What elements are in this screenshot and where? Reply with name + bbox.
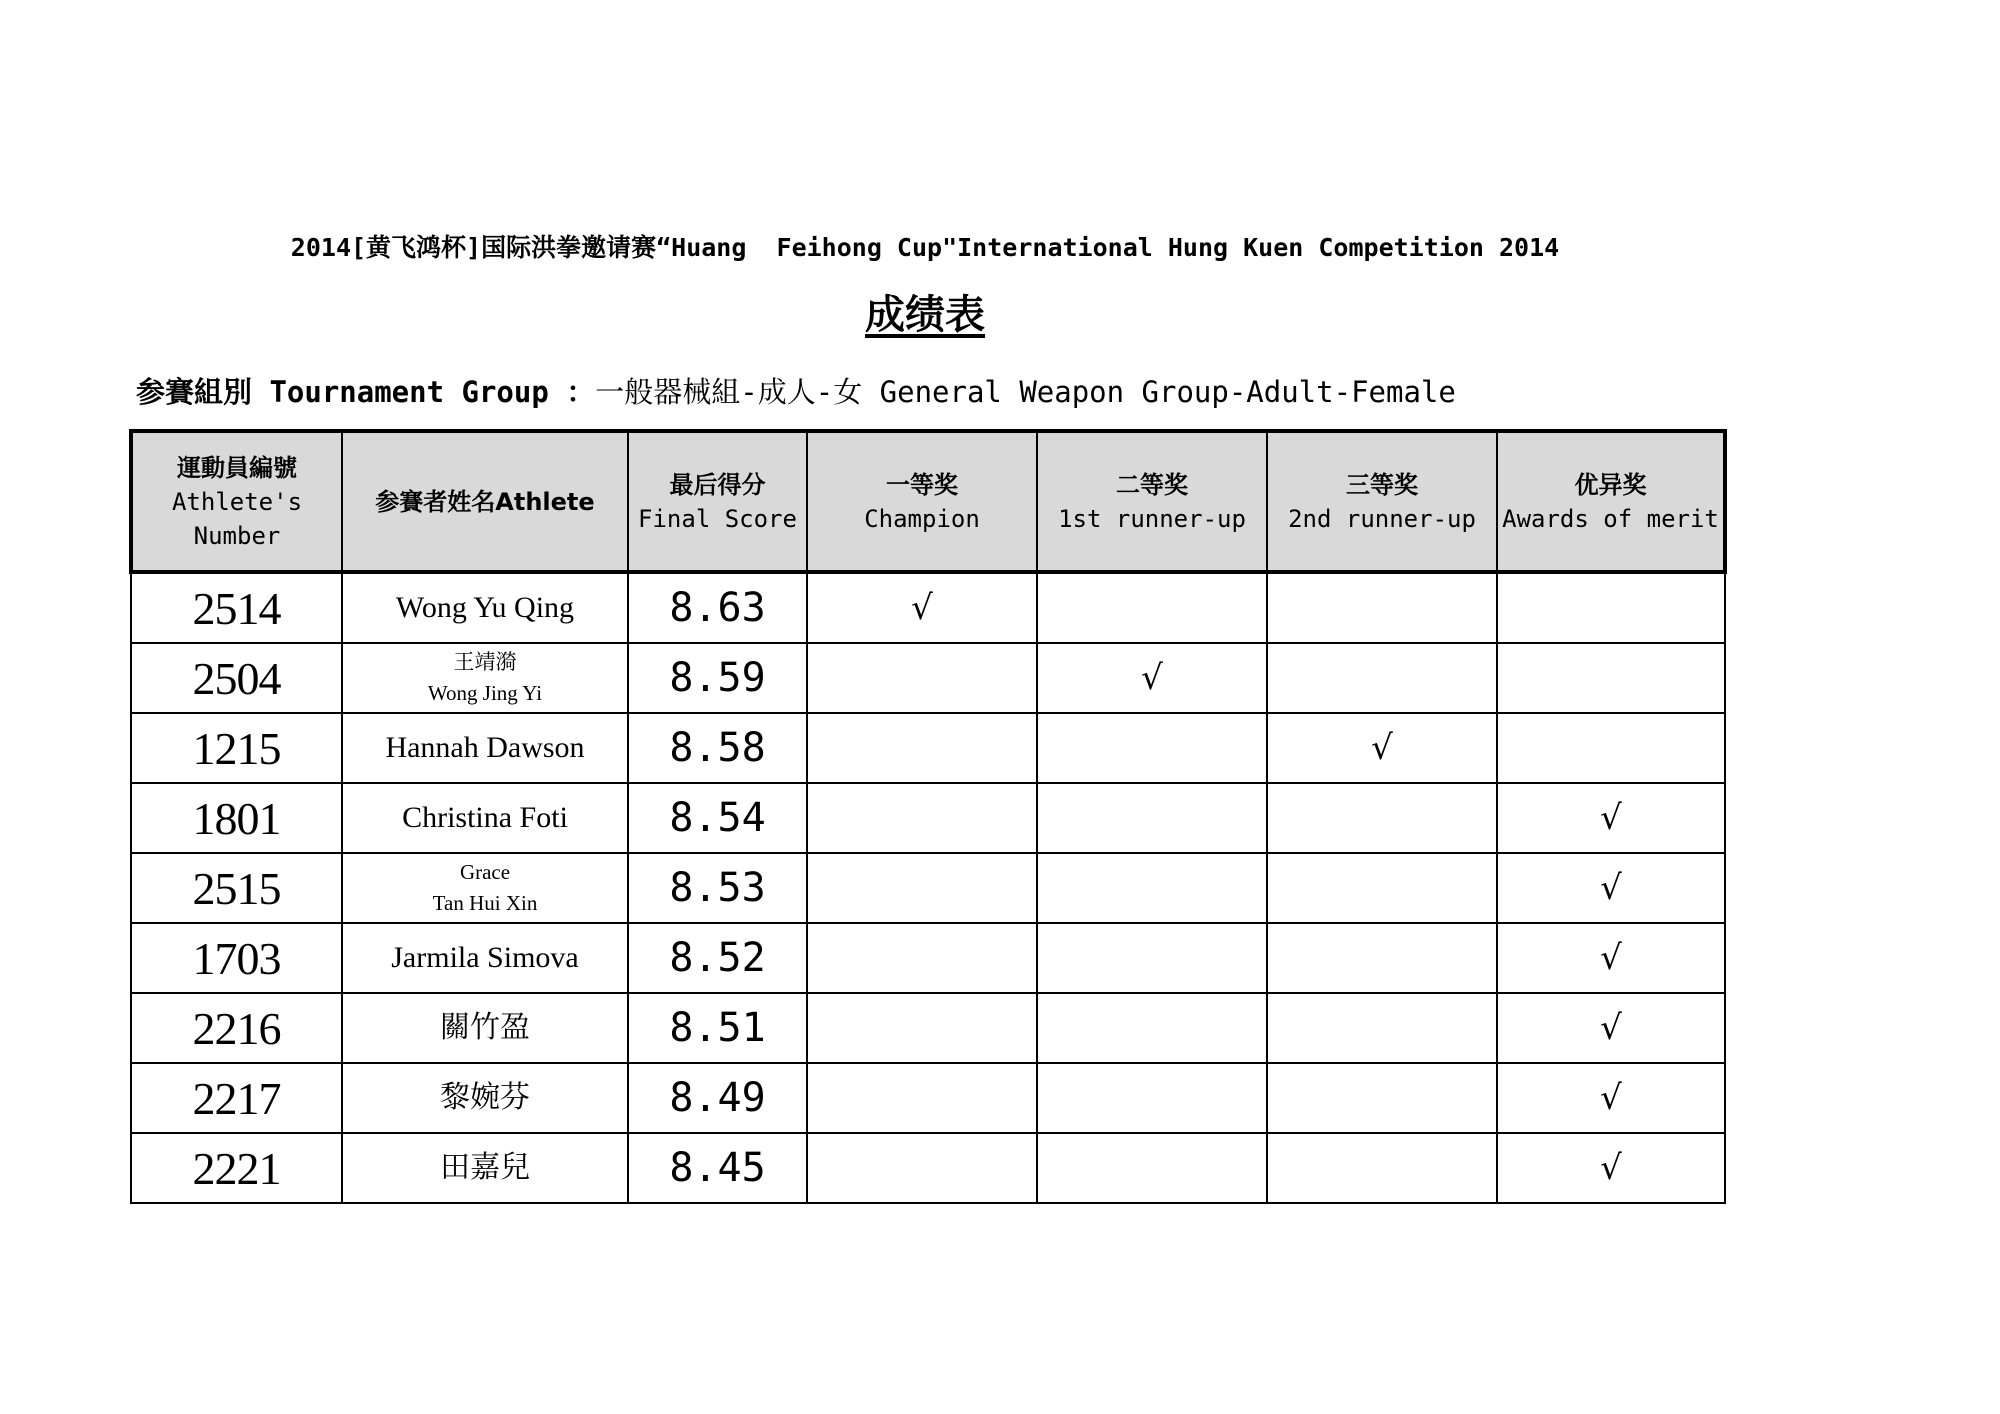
champion-cell [807,783,1037,853]
tournament-group-label: 参賽組別 Tournament Group ： [136,375,596,409]
2nd-runner-up-cell [1267,713,1497,783]
athlete-name [342,993,628,1063]
header-champion-zh: 一等奖 [886,470,958,499]
table-row [131,1063,1725,1133]
document-subtitle: 成绩表 [865,291,985,338]
merit-cell [1497,923,1725,993]
table-row [131,853,1725,923]
champion-cell [807,643,1037,713]
2nd-runner-up-cell [1267,1133,1497,1203]
header-athlete-number-en: Athlete's Number [171,487,303,550]
header-athlete-number-zh: 運動員編號 [177,453,297,482]
champion-cell [807,853,1037,923]
table-row [131,713,1725,783]
athlete-name-line: Wong Yu Qing [395,591,575,624]
2nd-runner-up-cell [1267,783,1497,853]
champion-cell [807,923,1037,993]
merit-cell [1497,1063,1725,1133]
header-2nd-runner-up [1267,431,1497,572]
final-score: 8.59 [628,643,807,713]
tournament-group-value: 一般器械組-成人-女 General Weapon Group-Adult-Female [595,375,1456,409]
table-row [131,923,1725,993]
check-mark-icon: √ [1600,1008,1622,1048]
final-score: 8.52 [628,923,807,993]
header-final-score-en: Final Score [638,504,797,533]
1st-runner-up-cell [1037,643,1267,713]
athlete-name-line: Hannah Dawson [385,731,585,764]
1st-runner-up-cell [1037,783,1267,853]
document-title: 2014[黄飞鸿杯]国际洪拳邀请赛“Huang Feihong Cup"International Hung Kuen Competition 2014 [290,233,1560,262]
merit-cell [1497,572,1725,643]
athlete-name-line: Jarmila Simova [391,941,579,974]
2nd-runner-up-cell [1267,643,1497,713]
header-2nd-runner-up-zh: 三等奖 [1346,470,1418,499]
final-score: 8.51 [628,993,807,1063]
merit-cell [1497,853,1725,923]
athlete-name-line: 黎婉芬 [440,1081,530,1114]
athlete-name [342,713,628,783]
1st-runner-up-cell [1037,853,1267,923]
table-row [131,643,1725,713]
merit-cell [1497,1133,1725,1203]
athlete-name-line: Wong Jing Yi [427,681,543,705]
1st-runner-up-cell [1037,1063,1267,1133]
athlete-number: 2221 [131,1133,342,1203]
results-table [129,429,1727,1204]
check-mark-icon: √ [911,588,933,628]
header-final-score-zh: 最后得分 [669,470,766,499]
athlete-number: 2216 [131,993,342,1063]
header-2nd-runner-up-en: 2nd runner-up [1288,504,1476,533]
1st-runner-up-cell [1037,923,1267,993]
athlete-number: 1703 [131,923,342,993]
merit-cell [1497,783,1725,853]
2nd-runner-up-cell [1267,923,1497,993]
header-1st-runner-up-zh: 二等奖 [1116,470,1188,499]
athlete-name-line: Tan Hui Xin [432,891,538,915]
2nd-runner-up-cell [1267,853,1497,923]
merit-cell [1497,713,1725,783]
header-final-score [628,431,807,572]
athlete-number: 2504 [131,643,342,713]
athlete-name-line: 王靖漪 [453,650,517,674]
champion-cell [807,993,1037,1063]
1st-runner-up-cell [1037,993,1267,1063]
athlete-name [342,1063,628,1133]
athlete-name [342,643,628,713]
champion-cell [807,1063,1037,1133]
athlete-name-line: 田嘉兒 [440,1151,530,1184]
table-row [131,572,1725,643]
table-row [131,993,1725,1063]
table-row [131,783,1725,853]
table-row [131,1133,1725,1203]
2nd-runner-up-cell [1267,572,1497,643]
final-score: 8.45 [628,1133,807,1203]
champion-cell [807,572,1037,643]
merit-cell [1497,993,1725,1063]
header-1st-runner-up [1037,431,1267,572]
header-awards-of-merit-zh: 优异奖 [1574,470,1647,499]
athlete-name [342,1133,628,1203]
champion-cell [807,713,1037,783]
1st-runner-up-cell [1037,572,1267,643]
athlete-name [342,853,628,923]
1st-runner-up-cell [1037,713,1267,783]
header-awards-of-merit-en: Awards of merit [1502,504,1719,533]
final-score: 8.54 [628,783,807,853]
check-mark-icon: √ [1141,658,1163,698]
final-score: 8.63 [628,572,807,643]
athlete-name [342,572,628,643]
athlete-number: 1215 [131,713,342,783]
athlete-number: 2217 [131,1063,342,1133]
header-champion [807,431,1037,572]
athlete-name-line: Grace [459,860,511,884]
header-champion-en: Champion [864,504,980,533]
header-1st-runner-up-en: 1st runner-up [1058,504,1246,533]
athlete-number: 2514 [131,572,342,643]
table-header-row [131,431,1725,572]
champion-cell [807,1133,1037,1203]
header-awards-of-merit [1497,431,1725,572]
header-athlete-name [342,431,628,572]
final-score: 8.58 [628,713,807,783]
header-athlete-name-label: 参賽者姓名Athlete [375,487,595,516]
check-mark-icon: √ [1371,728,1393,768]
athlete-name-line: Christina Foti [402,801,568,834]
final-score: 8.49 [628,1063,807,1133]
athlete-name [342,783,628,853]
check-mark-icon: √ [1600,1148,1622,1188]
athlete-number: 2515 [131,853,342,923]
check-mark-icon: √ [1600,798,1622,838]
check-mark-icon: √ [1600,938,1622,978]
merit-cell [1497,643,1725,713]
final-score: 8.53 [628,853,807,923]
athlete-name [342,923,628,993]
2nd-runner-up-cell [1267,993,1497,1063]
header-athlete-number [131,431,342,572]
tournament-group-line [136,370,1456,411]
check-mark-icon: √ [1600,1078,1622,1118]
athlete-name-line: 關竹盈 [440,1011,530,1044]
check-mark-icon: √ [1600,868,1622,908]
athlete-number: 1801 [131,783,342,853]
1st-runner-up-cell [1037,1133,1267,1203]
2nd-runner-up-cell [1267,1063,1497,1133]
